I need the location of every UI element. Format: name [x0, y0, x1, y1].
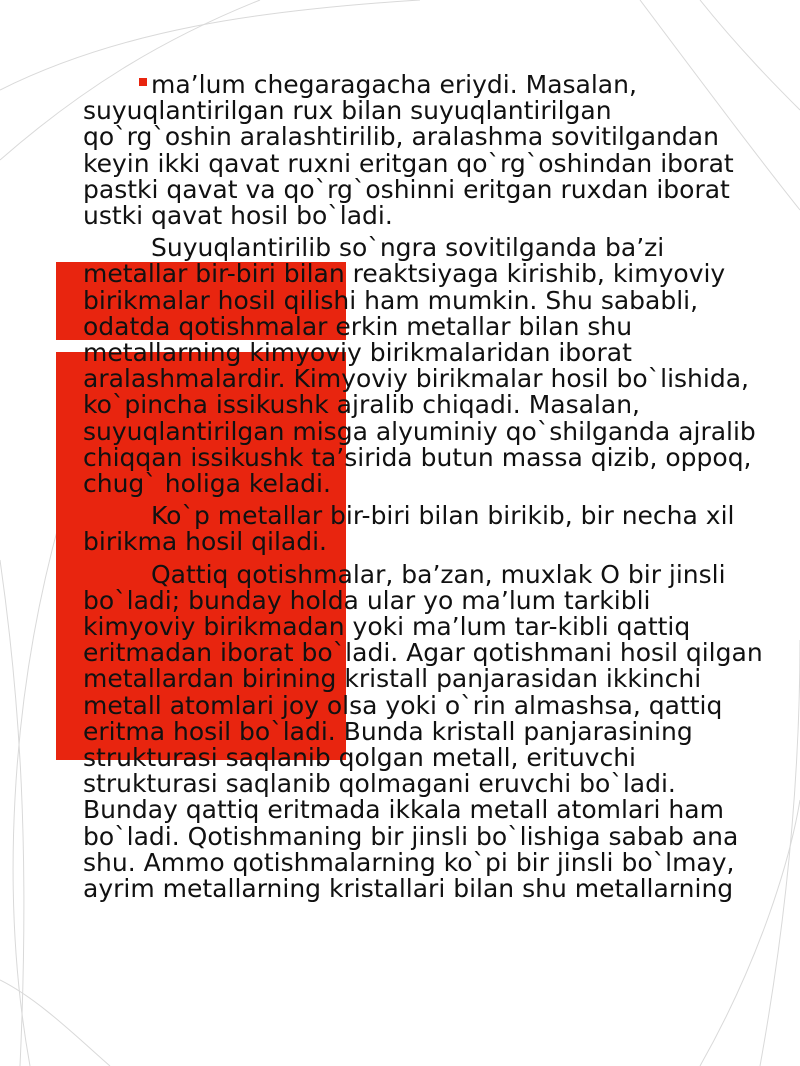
document-body — [83, 72, 763, 908]
bullet-marker-icon — [139, 78, 147, 86]
paragraph-3: Ko`p metallar bir-biri bilan birikib, bir necha xil birikma hosil qiladi. — [83, 501, 735, 557]
paragraph-1 — [83, 72, 763, 229]
paragraph-2: Suyuqlantirilib so`ngra sovitilganda ba’zi metallar bir-biri bilan reaktsiyaga kirishib, kimyoviy birikmalar hosil qilishi ham mumkin. Shu sababli, odatda qotishmalar erkin metallar bilan shu metallarning kimyoviy birikmalaridan iborat aralashmalardir. Kimyoviy birikmalar hosil bo`lishida, ko`pincha issikushk ajralib chiqadi. Masalan, suyuqlantirilgan misga alyuminiy qo`shilganda ajralib chiqqan issikushk ta’sirida butun massa qizib, oppoq, chug` holiga keladi. — [83, 233, 756, 499]
paragraph-4: Qattiq qotishmalar, ba’zan, muxlak O bir jinsli bo`ladi; bunday holda ular yo ma’lum tarkibli kimyoviy birikmadan yoki ma’lum tar-kibli qattiq eritmadan iborat bo`ladi. Agar qotishmani hosil qilgan metallardan birining kristall panjarasidan ikkinchi metall atomlari joy olsa yoki o`rin almashsa, qattiq eritma hosil bo`ladi. Bunda kristall panjarasining strukturasi saqlanib qolgan metall, erituvchi strukturasi saqlanib qolmagani eruvchi bo`ladi. Bunday qattiq eritmada ikkala metall atomlari ham bo`ladi. Qotishmaning bir jinsli bo`lishiga sabab ana shu. Ammo qotishmalarning ko`pi bir jinsli bo`lmay, ayrim metallarning kristallari bilan shu metallarning — [83, 559, 763, 904]
paragraph-1-text: ma’lum chegaragacha eriydi. Masalan, suyuqlantirilgan rux bilan suyuqlantirilgan qo`rg`oshin aralashtirilib, aralashma sovitilgandan keyin ikki qavat ruxni eritgan qo`rg`oshindan iborat pastki qavat va qo`rg`oshinni eritgan ruxdan iborat ustki qavat hosil bo`ladi. — [83, 70, 734, 231]
